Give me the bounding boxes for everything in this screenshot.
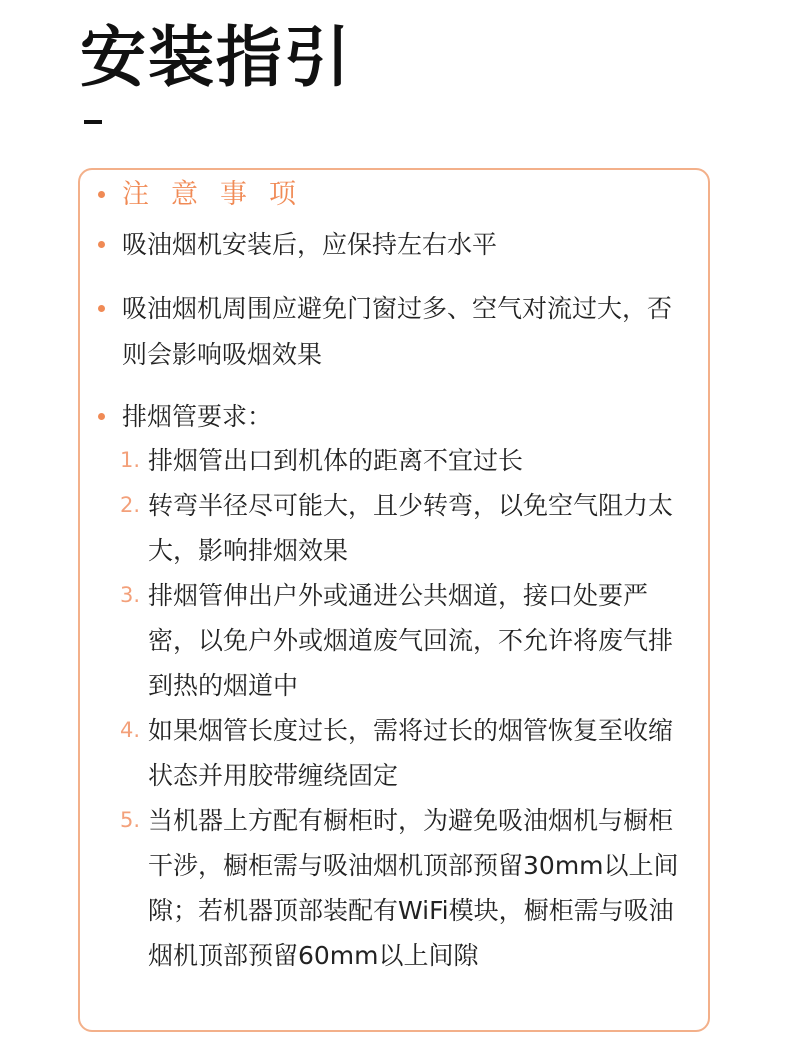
requirement-number: 2. — [120, 493, 141, 517]
requirement-item — [120, 573, 692, 708]
bullet-text: 吸油烟机安装后，应保持左右水平 — [122, 230, 498, 259]
requirement-item — [120, 438, 692, 483]
requirement-text: 排烟管出口到机体的距离不宜过长 — [148, 446, 524, 475]
bullet-dot-icon — [98, 305, 105, 312]
notes-heading: 注意事项 — [122, 179, 318, 210]
title-underline — [84, 120, 102, 124]
bullet-item — [98, 286, 694, 378]
bullet-dot-icon — [98, 413, 105, 420]
requirement-item — [120, 708, 692, 798]
requirement-number: 1. — [120, 448, 141, 472]
bullet-item — [98, 222, 694, 268]
bullet-dot-icon — [98, 241, 105, 248]
page-title: 安装指引 — [80, 19, 352, 96]
requirement-text: 转弯半径尽可能大，且少转弯，以免空气阻力太大，影响排烟效果 — [148, 491, 674, 565]
notes-heading-row — [98, 172, 694, 218]
notes-panel — [78, 168, 710, 1032]
bullet-item — [98, 394, 694, 440]
bullet-text: 排烟管要求： — [122, 402, 273, 431]
bullet-dot-icon — [98, 191, 105, 198]
requirement-text: 当机器上方配有橱柜时，为避免吸油烟机与橱柜干涉，橱柜需与吸油烟机顶部预留30mm以上间隙；若机器顶部装配有WiFi模块，橱柜需与吸油烟机顶部预留60mm以上间隙 — [148, 806, 679, 970]
requirement-text: 如果烟管长度过长，需将过长的烟管恢复至收缩状态并用胶带缠绕固定 — [148, 716, 674, 790]
requirement-number: 5. — [120, 808, 141, 832]
requirement-number: 3. — [120, 583, 141, 607]
requirement-item — [120, 798, 692, 978]
requirement-item — [120, 483, 692, 573]
bullet-text: 吸油烟机周围应避免门窗过多、空气对流过大，否则会影响吸烟效果 — [122, 294, 673, 369]
requirement-text: 排烟管伸出户外或通进公共烟道，接口处要严密，以免户外或烟道废气回流，不允许将废气排到热的烟道中 — [148, 581, 674, 700]
requirement-number: 4. — [120, 718, 141, 742]
